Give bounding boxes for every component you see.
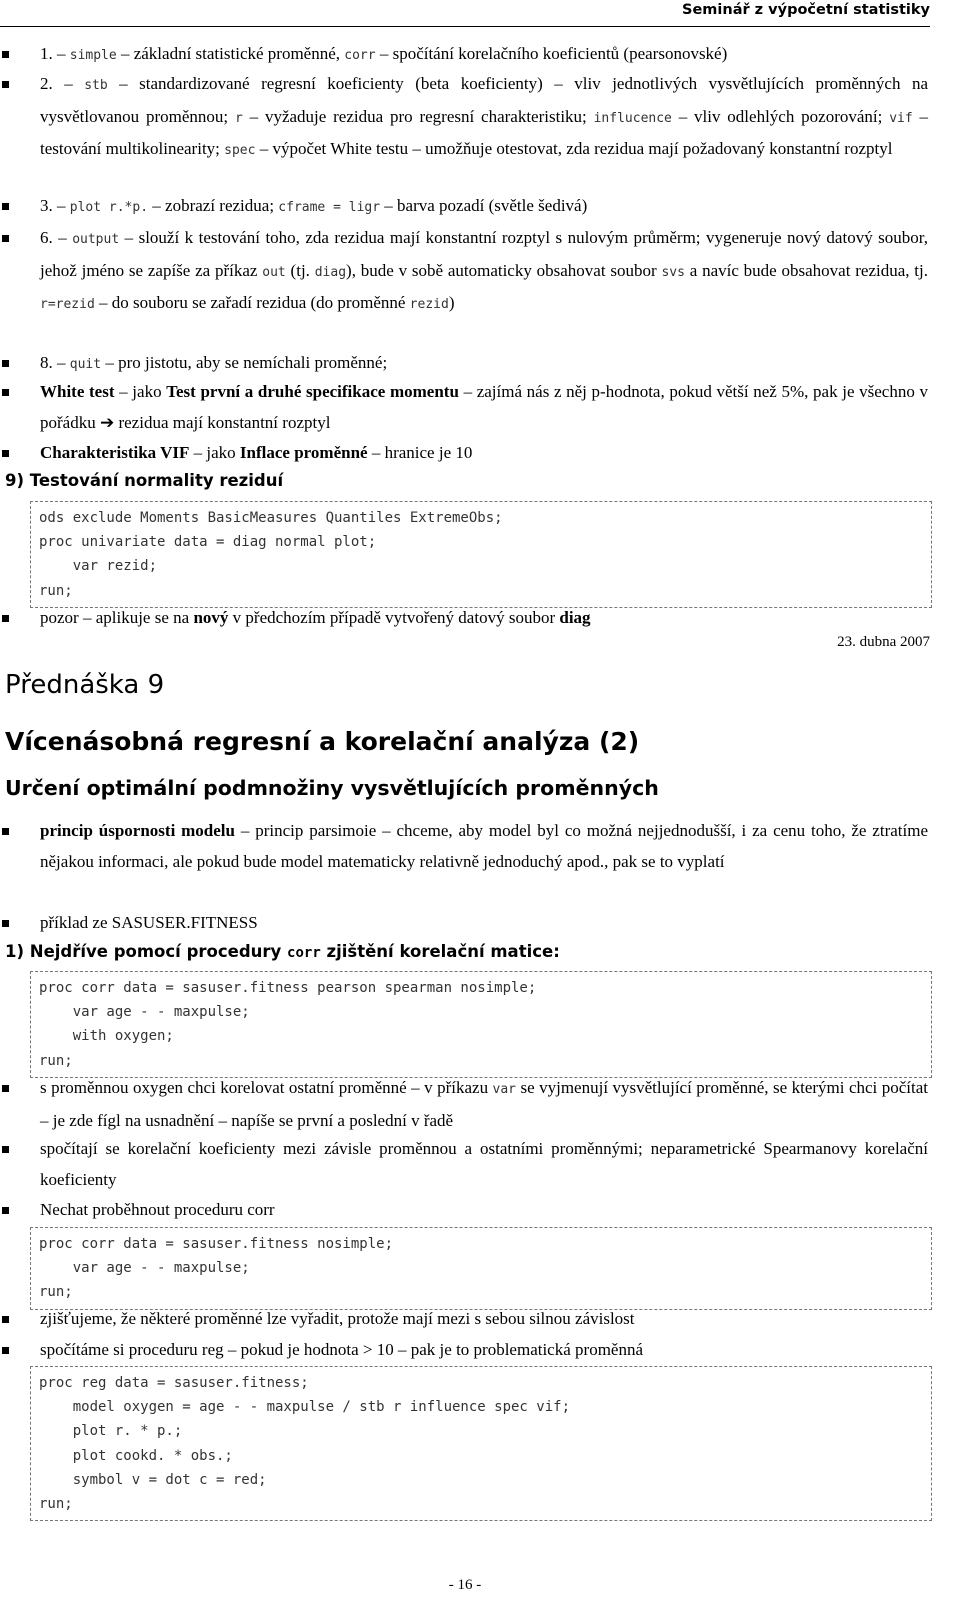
bullet-text: spočítáme si proceduru reg – pokud je hodnota > 10 – pak je to problematická proměnná	[40, 1340, 644, 1359]
bullet-icon	[2, 1146, 9, 1153]
bullet-text: 8. – quit – pro jistotu, aby se nemíchali proměnné;	[40, 353, 388, 372]
page-title: Vícenásobná regresní a korelační analýza (2)	[5, 727, 640, 756]
bullet-icon	[2, 389, 9, 396]
bullet-icon	[2, 828, 9, 835]
lecture-heading: Přednáška 9	[5, 670, 165, 700]
bullet-icon	[2, 235, 9, 242]
code-block: proc reg data = sasuser.fitness; model oxygen = age - - maxpulse / stb r influence spec vif; plot r. * p.; plot cookd. * obs.; symbol v = dot c = red; run;	[30, 1366, 932, 1521]
page-number: - 16 -	[448, 1577, 482, 1593]
bullet-icon	[2, 360, 9, 367]
bullet-text: 2. – stb – standardizované regresní koeficienty (beta koeficienty) – vliv jednotlivých vysvětlujících proměnných na vysvětlovanou proměnnou; r – vyžaduje rezidua pro regresní charakteristiku; influcence – vliv odlehlých pozorování; vif – testování multikolinearity; spec – výpočet White testu – umožňuje otestovat, zda rezidua mají požadovaný konstantní rozptyl	[40, 74, 929, 158]
bullet-icon	[2, 450, 9, 457]
bullet-text: zjišťujeme, že některé proměnné lze vyřadit, protože mají mezi s sebou silnou závislost	[40, 1309, 635, 1328]
bullet-text: 6. – output – slouží k testování toho, zda rezidua mají konstantní rozptyl s nulovým průměrm; vygeneruje nový datový soubor, jehož jméno se zapíše za příkaz out (tj. diag), bude v sobě automaticky obsahovat soubor svs a navíc bude obsahovat rezidua, tj. r=rezid – do souboru se zařadí rezidua (do proměnné rezid)	[40, 228, 929, 312]
subtitle: Určení optimální podmnožiny vysvětlujících proměnných	[5, 776, 659, 800]
bullet-icon	[2, 1085, 9, 1092]
bullet-text: Nechat proběhnout proceduru corr	[40, 1200, 275, 1219]
code-block: proc corr data = sasuser.fitness nosimple; var age - - maxpulse; run;	[30, 1227, 932, 1310]
page-header	[0, 0, 930, 27]
code-block: ods exclude Moments BasicMeasures Quantiles ExtremeObs; proc univariate data = diag normal plot; var rezid; run;	[30, 501, 932, 608]
date: 23. dubna 2007	[837, 634, 930, 650]
bullet-text: příklad ze SASUSER.FITNESS	[40, 913, 258, 932]
bullet-text: s proměnnou oxygen chci korelovat ostatní proměnné – v příkazu var se vyjmenují vysvětlující proměnné, se kterými chci počítat – je zde fígl na usnadnění – napíše se první a poslední v řadě	[40, 1078, 928, 1130]
bullet-text: Charakteristika VIF – jako Inflace proměnné – hranice je 10	[40, 443, 473, 462]
section-heading: 1) Nejdříve pomocí procedury corr zjištění korelační matice:	[5, 942, 560, 961]
bullet-icon	[2, 1316, 9, 1323]
code-block: proc corr data = sasuser.fitness pearson spearman nosimple; var age - - maxpulse; with oxygen; run;	[30, 971, 932, 1078]
bullet-text: princip úspornosti modelu – princip parsimoie – chceme, aby model byl co možná nejjednodušší, i za cenu toho, že ztratíme nějakou informaci, ale pokud bude model matematicky relativně jednoduchý apod., pak se to vyplatí	[40, 821, 929, 871]
bullet-icon	[2, 1207, 9, 1214]
bullet-text: pozor – aplikuje se na nový v předchozím případě vytvořený datový soubor diag	[40, 608, 591, 627]
bullet-icon	[2, 615, 9, 622]
header-title: Seminář z výpočetní statistiky	[682, 2, 930, 18]
arrow-icon: ➔	[99, 412, 115, 432]
bullet-icon	[2, 920, 9, 927]
bullet-text: 3. – plot r.*p. – zobrazí rezidua; cframe = ligr – barva pozadí (světle šedivá)	[40, 196, 588, 215]
section-heading: 9) Testování normality reziduí	[5, 471, 284, 490]
bullet-icon	[2, 1347, 9, 1354]
bullet-icon	[2, 81, 9, 88]
bullet-icon	[2, 51, 9, 58]
bullet-text: spočítají se korelační koeficienty mezi závisle proměnnou a ostatními proměnnými; neparametrické Spearmanovy korelační koeficienty	[40, 1139, 928, 1189]
bullet-icon	[2, 203, 9, 210]
bullet-text: 1. – simple – základní statistické proměnné, corr – spočítání korelačního koeficientů (pearsonovské)	[40, 44, 728, 63]
bullet-text: White test – jako Test první a druhé specifikace momentu – zajímá nás z něj p-hodnota, pokud větší než 5%, pak je všechno v pořádku ➔ rezidua mají konstantní rozptyl	[40, 382, 928, 432]
